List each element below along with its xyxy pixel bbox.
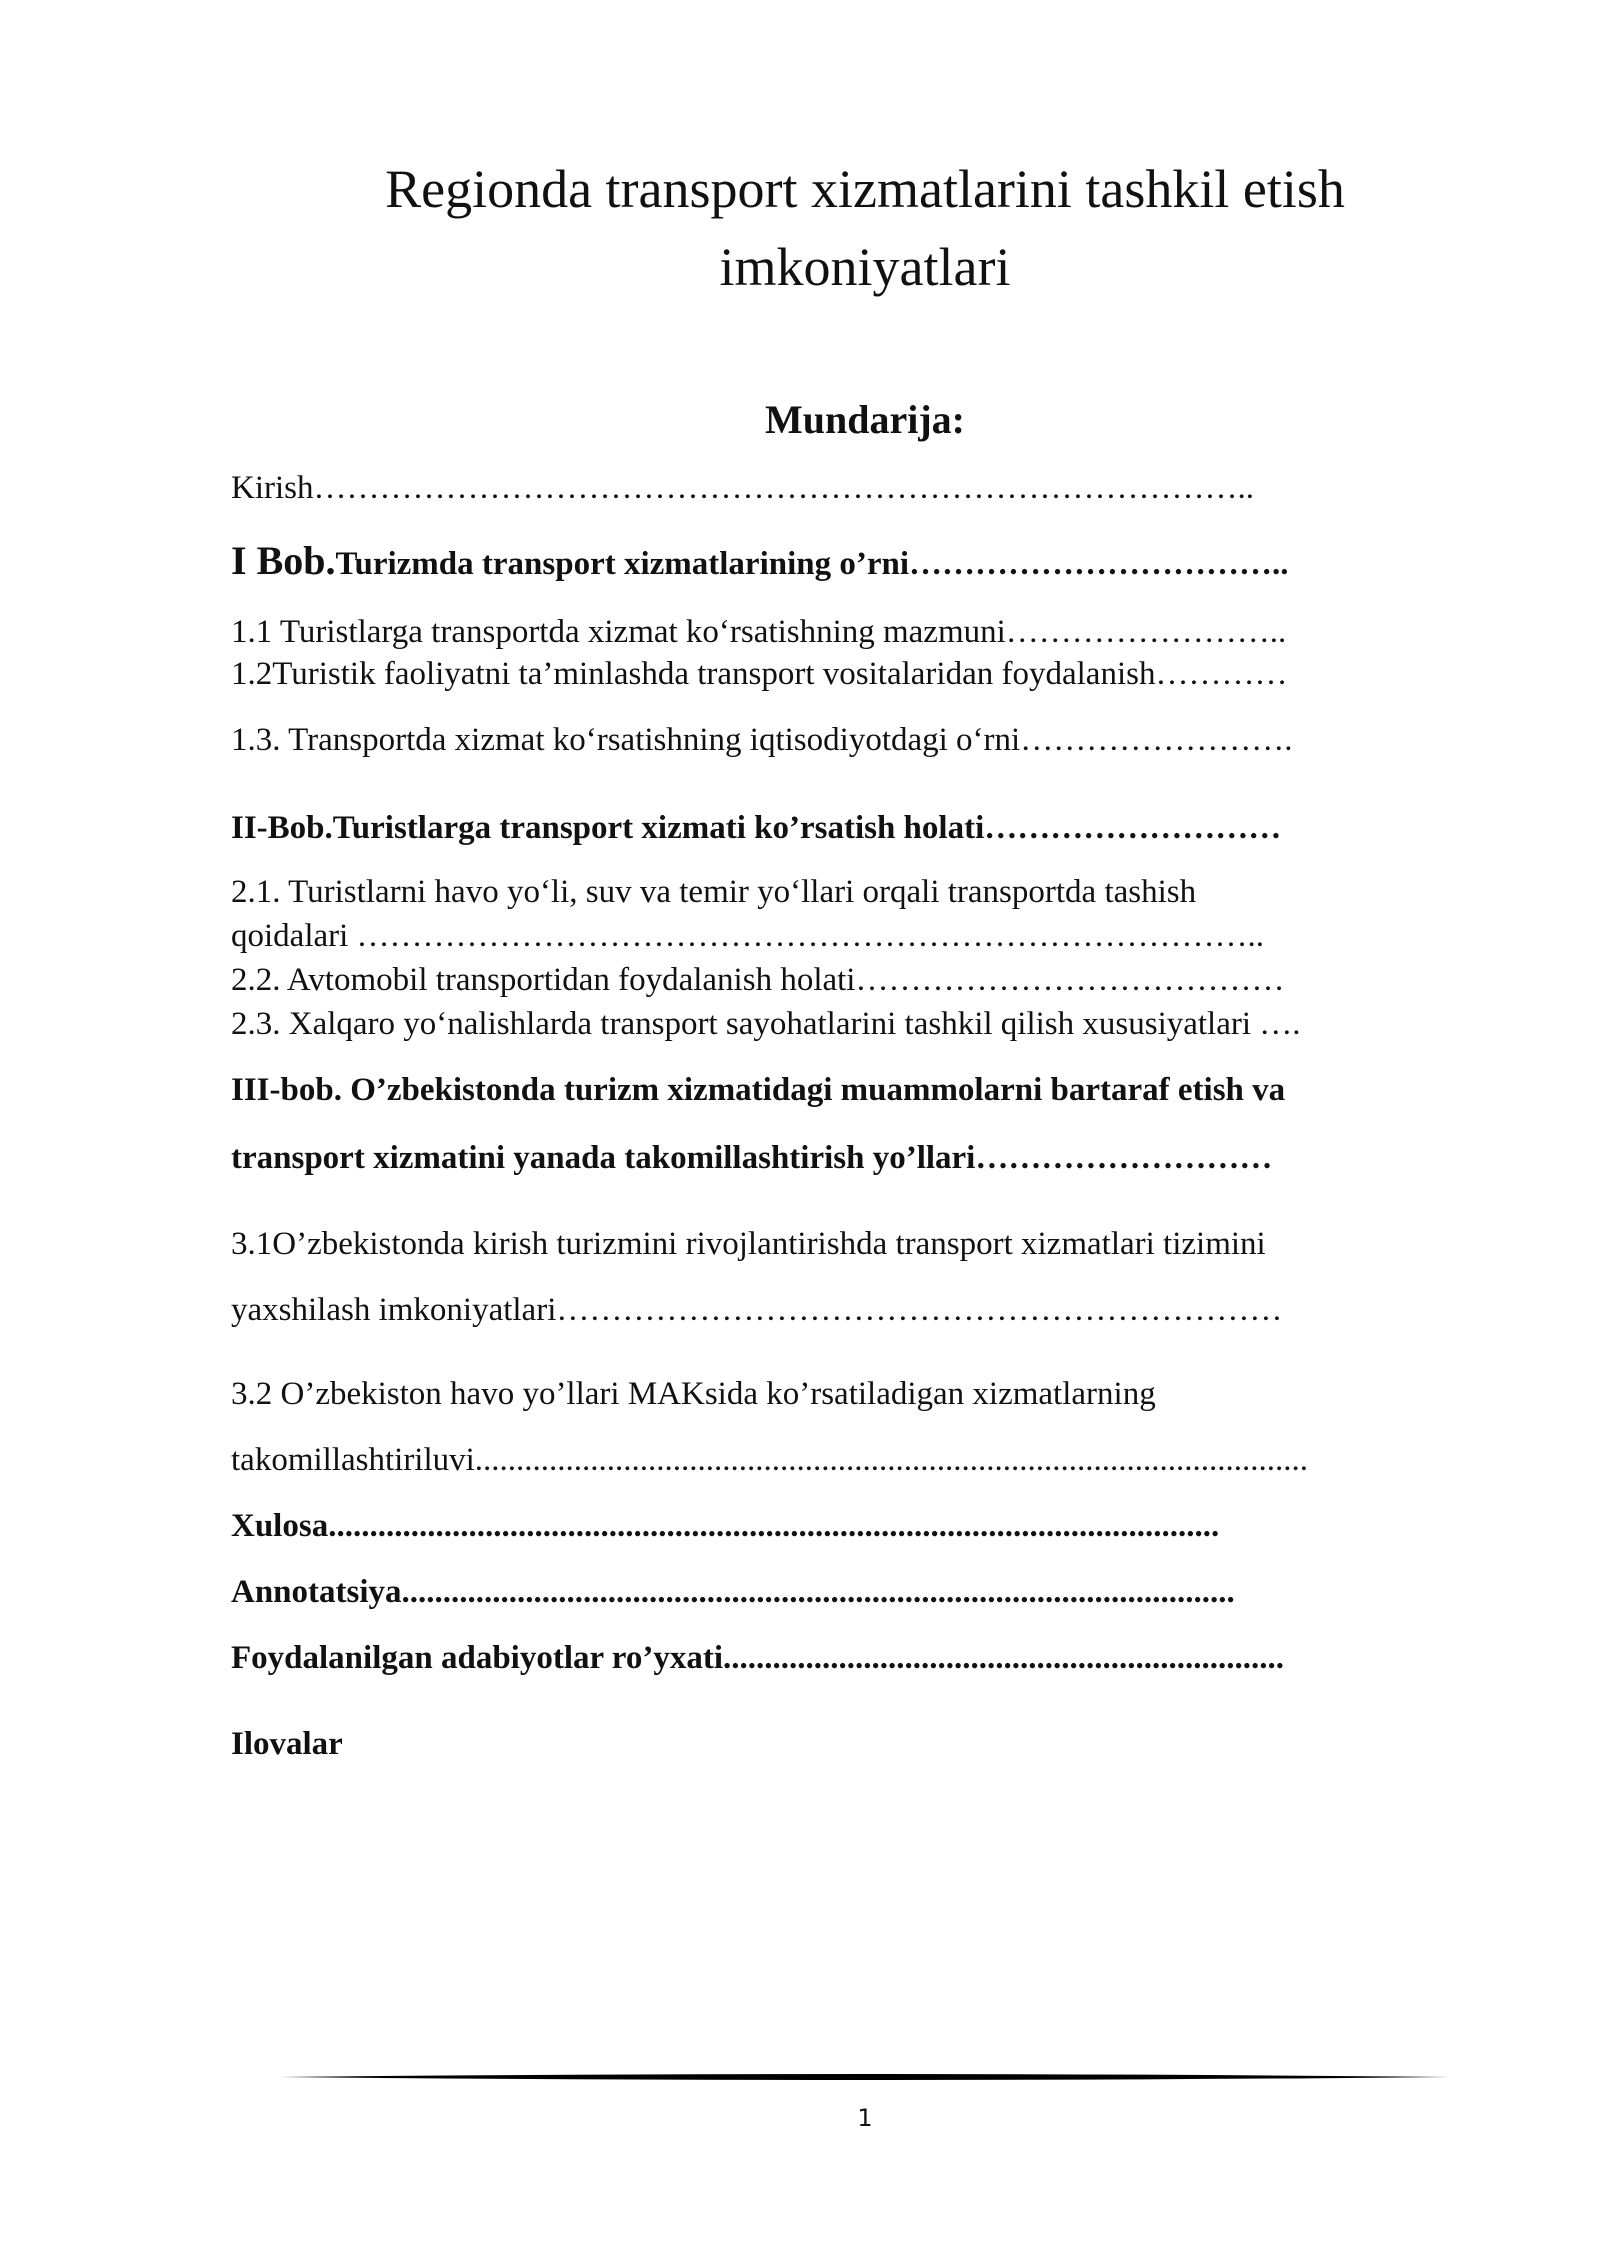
document-title <box>200 150 1530 306</box>
toc-heading: Mundarija: <box>765 397 965 442</box>
chapter-1-lead: I Bob. <box>231 538 336 583</box>
toc-entry-3-2-line-2: takomillashtiriluvi..................................................................................................... <box>231 1442 1309 1478</box>
toc-entry-3-1-line-2: yaxshilash imkoniyatlari………………………………………………………… <box>231 1292 1283 1328</box>
toc-entry-ilovalar: Ilovalar <box>231 1726 343 1762</box>
chapter-1-title: Turizmda transport xizmatlarining o’rni…………………………….. <box>335 546 1289 582</box>
toc-entry-kirish: Kirish………………………………………………………………………….. <box>231 470 1254 506</box>
toc-entry-2-1-line-2: qoidalari ……………………………………………………………………….. <box>231 918 1265 954</box>
toc-entry-1-1: 1.1 Turistlarga transportda xizmat ko‘rsatishning mazmuni…………………….. <box>231 614 1287 650</box>
toc-entry-xulosa: Xulosa............................................................................................................ <box>231 1508 1220 1544</box>
document-title-line-1: Regionda transport xizmatlarini tashkil etish <box>385 159 1345 219</box>
toc-entry-2-2: 2.2. Avtomobil transportidan foydalanish holati………………………………… <box>231 962 1285 998</box>
toc-entry-2-1-line-1: 2.1. Turistlarni havo yo‘li, suv va temir yo‘llari orqali transportda tashish <box>231 874 1197 910</box>
toc-entry-chapter-3-line-2: transport xizmatini yanada takomillashtirish yo’llari……………………… <box>231 1140 1273 1176</box>
toc-entry-adabiyotlar: Foydalanilgan adabiyotlar ro’yxati.................................................................... <box>231 1640 1285 1676</box>
footer-rule <box>280 2072 1450 2082</box>
toc-entry-chapter-2: II-Bob.Turistlarga transport xizmati ko’rsatish holati……………………… <box>231 810 1282 846</box>
toc-entry-3-1-line-1: 3.1O’zbekistonda kirish turizmini rivojlantirishda transport xizmatlari tizimini <box>231 1226 1266 1262</box>
document-title-line-2: imkoniyatlari <box>719 237 1011 297</box>
toc-entry-1-3: 1.3. Transportda xizmat ko‘rsatishning iqtisodiyotdagi o‘rni……………………. <box>231 722 1293 758</box>
toc-entry-3-2-line-1: 3.2 O’zbekiston havo yo’llari MAKsida ko’rsatiladigan xizmatlarning <box>231 1376 1156 1412</box>
toc-entry-2-3: 2.3. Xalqaro yo‘nalishlarda transport sayohatlarini tashkil qilish xususiyatlari …. <box>231 1006 1301 1042</box>
toc-entry-annotatsiya: Annotatsiya..................................................................................................... <box>231 1574 1235 1610</box>
toc-entry-chapter-3-line-1: III-bob. O’zbekistonda turizm xizmatidagi muammolarni bartaraf etish va <box>231 1072 1286 1108</box>
toc-entry-1-2: 1.2Turistik faoliyatni ta’minlashda transport vositalaridan foydalanish………… <box>231 656 1288 692</box>
page-number: 1 <box>857 2104 873 2132</box>
toc-entry-chapter-1 <box>231 537 1289 584</box>
